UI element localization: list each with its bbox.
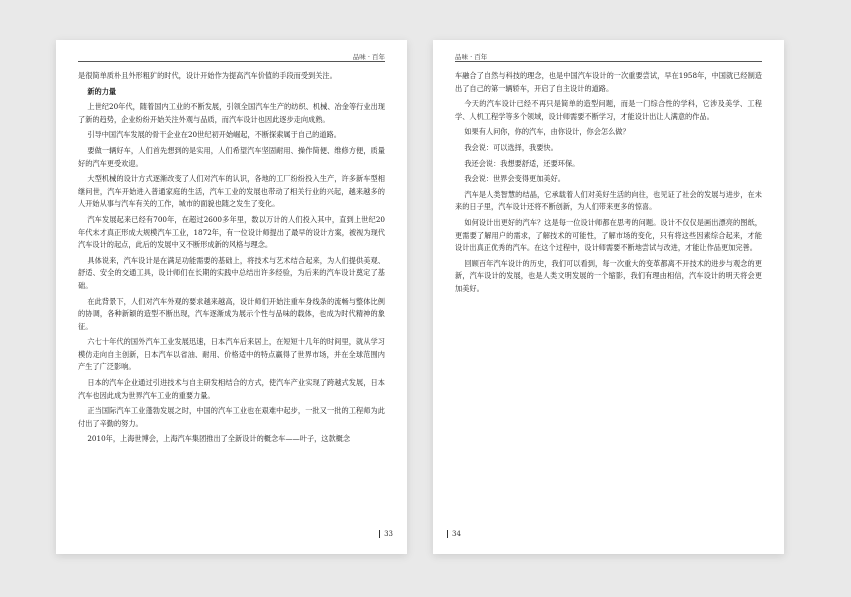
paragraph: 正当国际汽车工业蓬勃发展之时，中国的汽车工业也在艰难中起步，一批又一批的工程师为此付出了辛勤的努力。 xyxy=(78,406,385,428)
running-head: 品味 · 百年 xyxy=(455,53,488,61)
body-text xyxy=(78,70,385,524)
paragraph: 2010年，上海世博会，上海汽车集团推出了全新设计的概念车——叶子，这款概念 xyxy=(87,434,351,444)
paragraph: 回顾百年汽车设计的历史，我们可以看到，每一次重大的变革都离不开技术的进步与观念的更新，汽车设计的发展，也是人类文明发展的一个缩影，我们有理由相信，汽车设计的明天将会更加美好。 xyxy=(455,258,762,293)
paragraph: 日本的汽车企业通过引进技术与自主研发相结合的方式，使汽车产业实现了跨越式发展，日本汽车也因此成为世界汽车工业的重要力量。 xyxy=(78,378,385,400)
paragraph: 我会说：可以选择，我要快。 xyxy=(464,142,558,152)
paragraph: 我会说：世界会变得更加美好。 xyxy=(464,174,565,184)
paragraph: 如何设计出更好的汽车？这是每一位设计师都在思考的问题。设计不仅仅是画出漂亮的图纸，更需要了解用户的需求，了解技术的可能性，了解市场的变化，只有将这些因素综合起来，才能设计出真正优秀的汽车。在这个过程中，设计师需要不断地尝试与改进，才能让作品更加完善。 xyxy=(455,217,762,253)
paragraph: 要做一辆好车，人们首先想到的是实用，人们希望汽车坚固耐用、操作简便、维修方便，质量好的汽车更受欢迎。 xyxy=(78,145,385,168)
left-page xyxy=(56,40,407,554)
paragraph: 上世纪20年代，随着国内工业的不断发展，引领全国汽车生产的纺织、机械、冶金等行业出现了新的趋势，企业纷纷开始关注外观与品质，而汽车设计也因此逐步走向成熟。 xyxy=(78,102,385,124)
header-rule xyxy=(455,61,762,62)
paragraph: 引导中国汽车发展的骨干企业在20世纪初开始崛起，不断探索属于自己的道路。 xyxy=(87,130,341,140)
paragraph: 今天的汽车设计已经不再只是简单的造型问题，而是一门综合性的学科，它涉及美学、工程学、人机工程学等多个领域，设计师需要不断学习，才能设计出让人满意的作品。 xyxy=(455,99,762,121)
header-rule xyxy=(78,61,385,62)
paragraph: 汽车是人类智慧的结晶，它承载着人们对美好生活的向往，也见证了社会的发展与进步，在未来的日子里，汽车设计还将不断创新，为人们带来更多的惊喜。 xyxy=(455,189,762,212)
page-number: 34 xyxy=(447,530,461,538)
paragraph: 大型机械的设计方式逐渐改变了人们对汽车的认识，各地的工厂纷纷投入生产，许多新车型相继问世，汽车开始进入普通家庭的生活，汽车工业的发展也带动了相关行业的兴起，越来越多的人开始从事与汽车有关的工作，城市的面貌也随之发生了变化。 xyxy=(78,174,385,209)
section-heading: 新的力量 xyxy=(87,86,117,96)
running-head: 品味 · 百年 xyxy=(352,53,385,61)
paragraph: 六七十年代的国外汽车工业发展迅速，日本汽车后来居上，在短短十几年的时间里，就从学习模仿走向自主创新，日本汽车以省油、耐用、价格适中的特点赢得了世界市场，并在全球范围内产生了广泛影响。 xyxy=(78,337,385,372)
page-number: 33 xyxy=(379,530,393,538)
paragraph: 如果有人问你，你的汽车，由你设计，你会怎么做？ xyxy=(464,127,630,137)
right-page xyxy=(433,40,784,554)
paragraph: 是很简单质朴且外形粗犷的时代，设计开始作为提高汽车价值的手段而受到关注。 xyxy=(78,71,337,80)
paragraph: 车融合了自然与科技的理念，也是中国汽车设计的一次重要尝试，早在1958年，中国就已经制造出了自己的第一辆轿车，开启了自主设计的道路。 xyxy=(455,71,762,93)
body-text xyxy=(455,70,762,524)
paragraph: 汽车发展起来已经有700年，在超过2600多年里，数以万计的人们投入其中，直到上世纪20年代末才真正形成大规模汽车工业，1872年，有一位设计师提出了最早的设计方案，被视为现代汽车设计的起点，此后的发展中又不断形成新的风格与理念。 xyxy=(78,214,385,250)
paragraph: 具体说来，汽车设计是在满足功能需要的基础上，将技术与艺术结合起来，为人们提供美观、舒适、安全的交通工具，设计师们在长期的实践中总结出许多经验，为后来的汽车设计奠定了基础。 xyxy=(78,255,385,290)
paragraph: 在此背景下，人们对汽车外观的要求越来越高，设计师们开始注重车身线条的流畅与整体比例的协调，各种新颖的造型不断出现，汽车逐渐成为展示个性与品味的载体，也成为时代精神的象征。 xyxy=(78,296,385,331)
paragraph: 我还会说：我想要舒适，还要环保。 xyxy=(464,158,580,168)
